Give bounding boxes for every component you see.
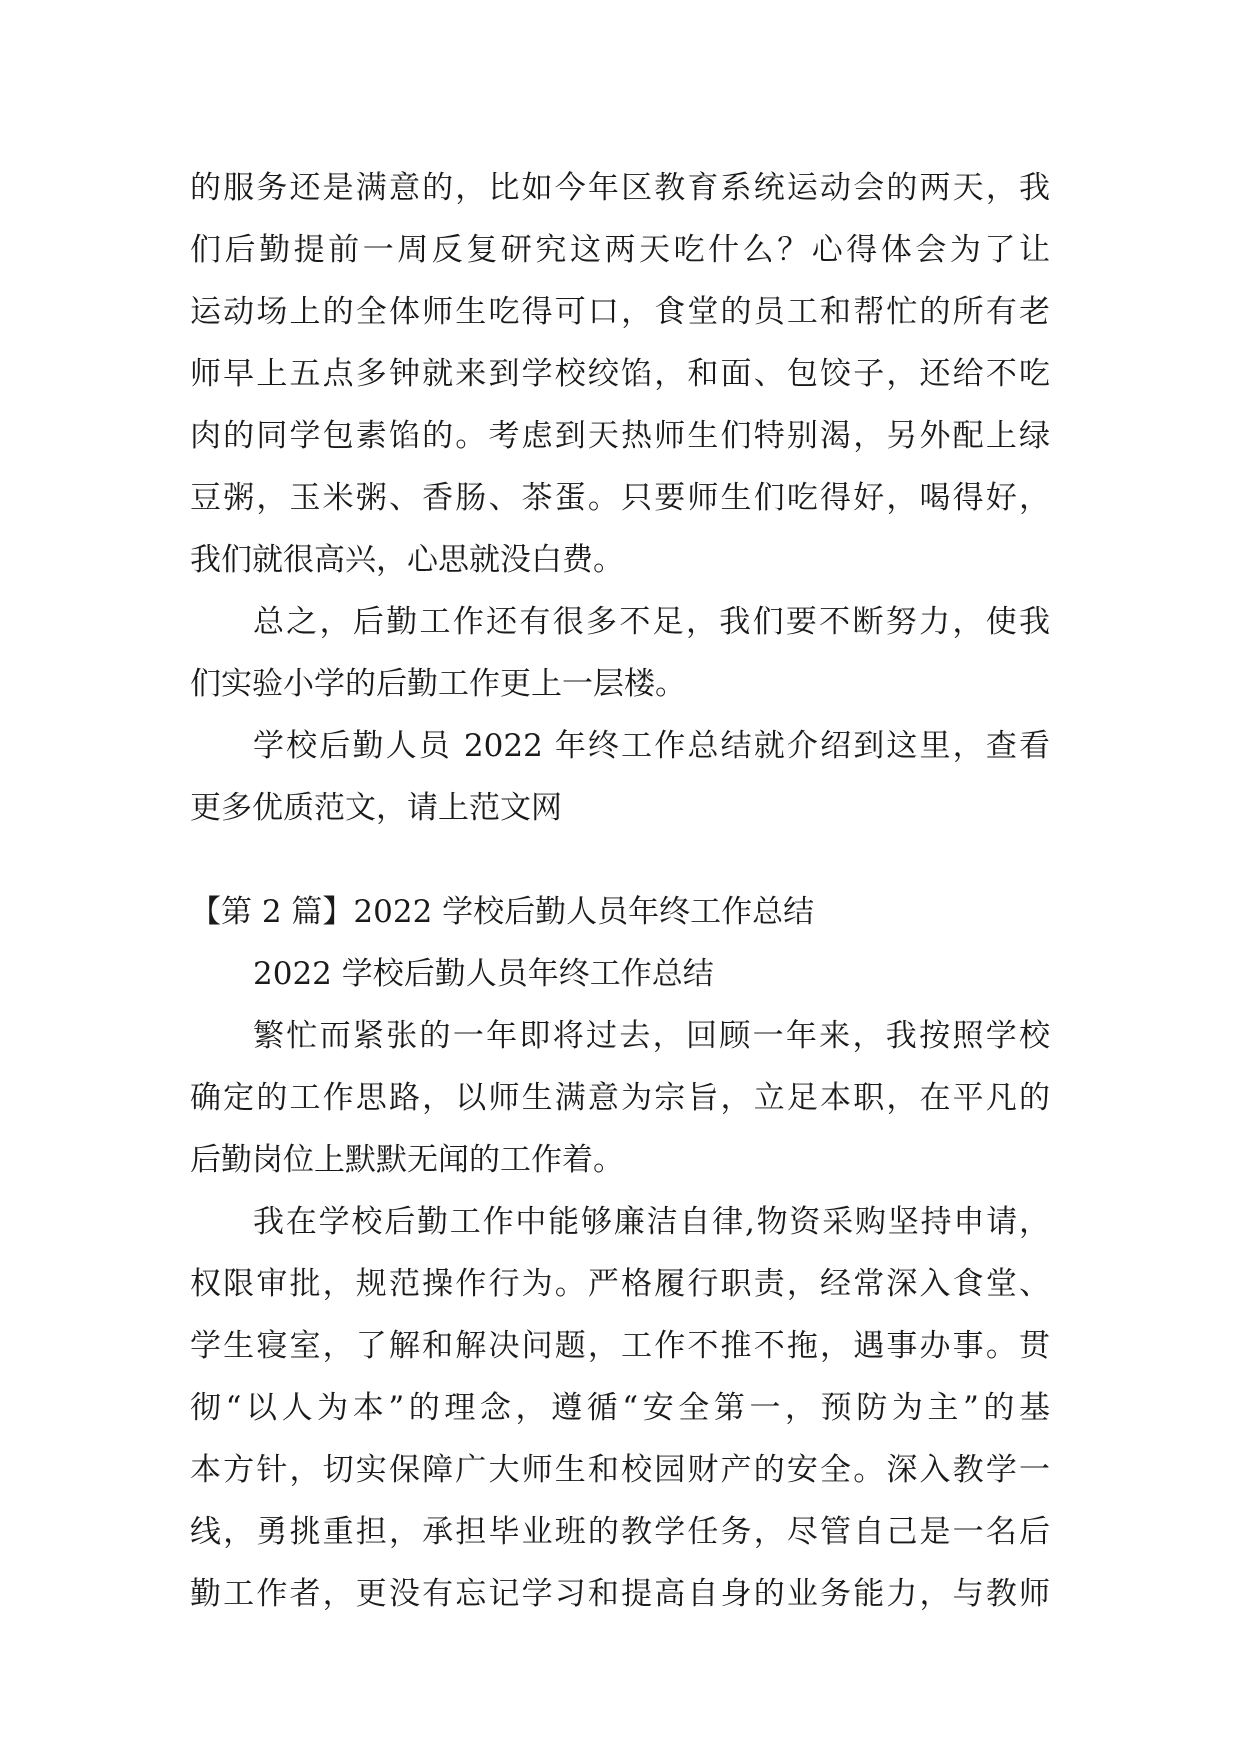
paragraph-line: 们后勤提前一周反复研究这两天吃什么？心得体会为了让 (190, 232, 1050, 268)
paragraph-line: 权限审批，规范操作行为。严格履行职责，经常深入食堂、 (190, 1266, 1050, 1302)
paragraph-line: 我们就很高兴，心思就没白费。 (190, 542, 624, 578)
paragraph-line: 的服务还是满意的，比如今年区教育系统运动会的两天，我 (190, 170, 1050, 206)
paragraph-line: 学生寝室，了解和解决问题，工作不推不拖，遇事办事。贯 (190, 1328, 1050, 1364)
paragraph-line: 繁忙而紧张的一年即将过去，回顾一年来，我按照学校 (253, 1018, 1050, 1054)
article-subtitle: 2022 学校后勤人员年终工作总结 (253, 956, 714, 992)
paragraph-line: 更多优质范文，请上范文网 (190, 790, 562, 826)
paragraph-line: 勤工作者，更没有忘记学习和提高自身的业务能力，与教师 (190, 1576, 1050, 1612)
paragraph-line: 运动场上的全体师生吃得可口，食堂的员工和帮忙的所有老 (190, 294, 1050, 330)
paragraph-line: 确定的工作思路，以师生满意为宗旨，立足本职，在平凡的 (190, 1080, 1050, 1116)
paragraph-line: 学校后勤人员 2022 年终工作总结就介绍到这里，查看 (253, 728, 1050, 764)
paragraph-line: 后勤岗位上默默无闻的工作着。 (190, 1142, 624, 1178)
paragraph-line: 肉的同学包素馅的。考虑到天热师生们特别渴，另外配上绿 (190, 418, 1050, 454)
paragraph-line: 总之，后勤工作还有很多不足，我们要不断努力，使我 (253, 604, 1050, 640)
paragraph-line: 彻“以人为本”的理念，遵循“安全第一，预防为主”的基 (190, 1390, 1050, 1426)
paragraph-line: 们实验小学的后勤工作更上一层楼。 (190, 666, 686, 702)
paragraph-line: 豆粥，玉米粥、香肠、茶蛋。只要师生们吃得好，喝得好， (190, 480, 1050, 516)
paragraph-line: 师早上五点多钟就来到学校绞馅，和面、包饺子，还给不吃 (190, 356, 1050, 392)
paragraph-line: 线，勇挑重担，承担毕业班的教学任务，尽管自己是一名后 (190, 1514, 1050, 1550)
paragraph-line: 我在学校后勤工作中能够廉洁自律,物资采购坚持申请， (253, 1204, 1050, 1240)
article-heading: 【第 2 篇】2022 学校后勤人员年终工作总结 (190, 894, 815, 930)
paragraph-line: 本方针，切实保障广大师生和校园财产的安全。深入教学一 (190, 1452, 1050, 1488)
